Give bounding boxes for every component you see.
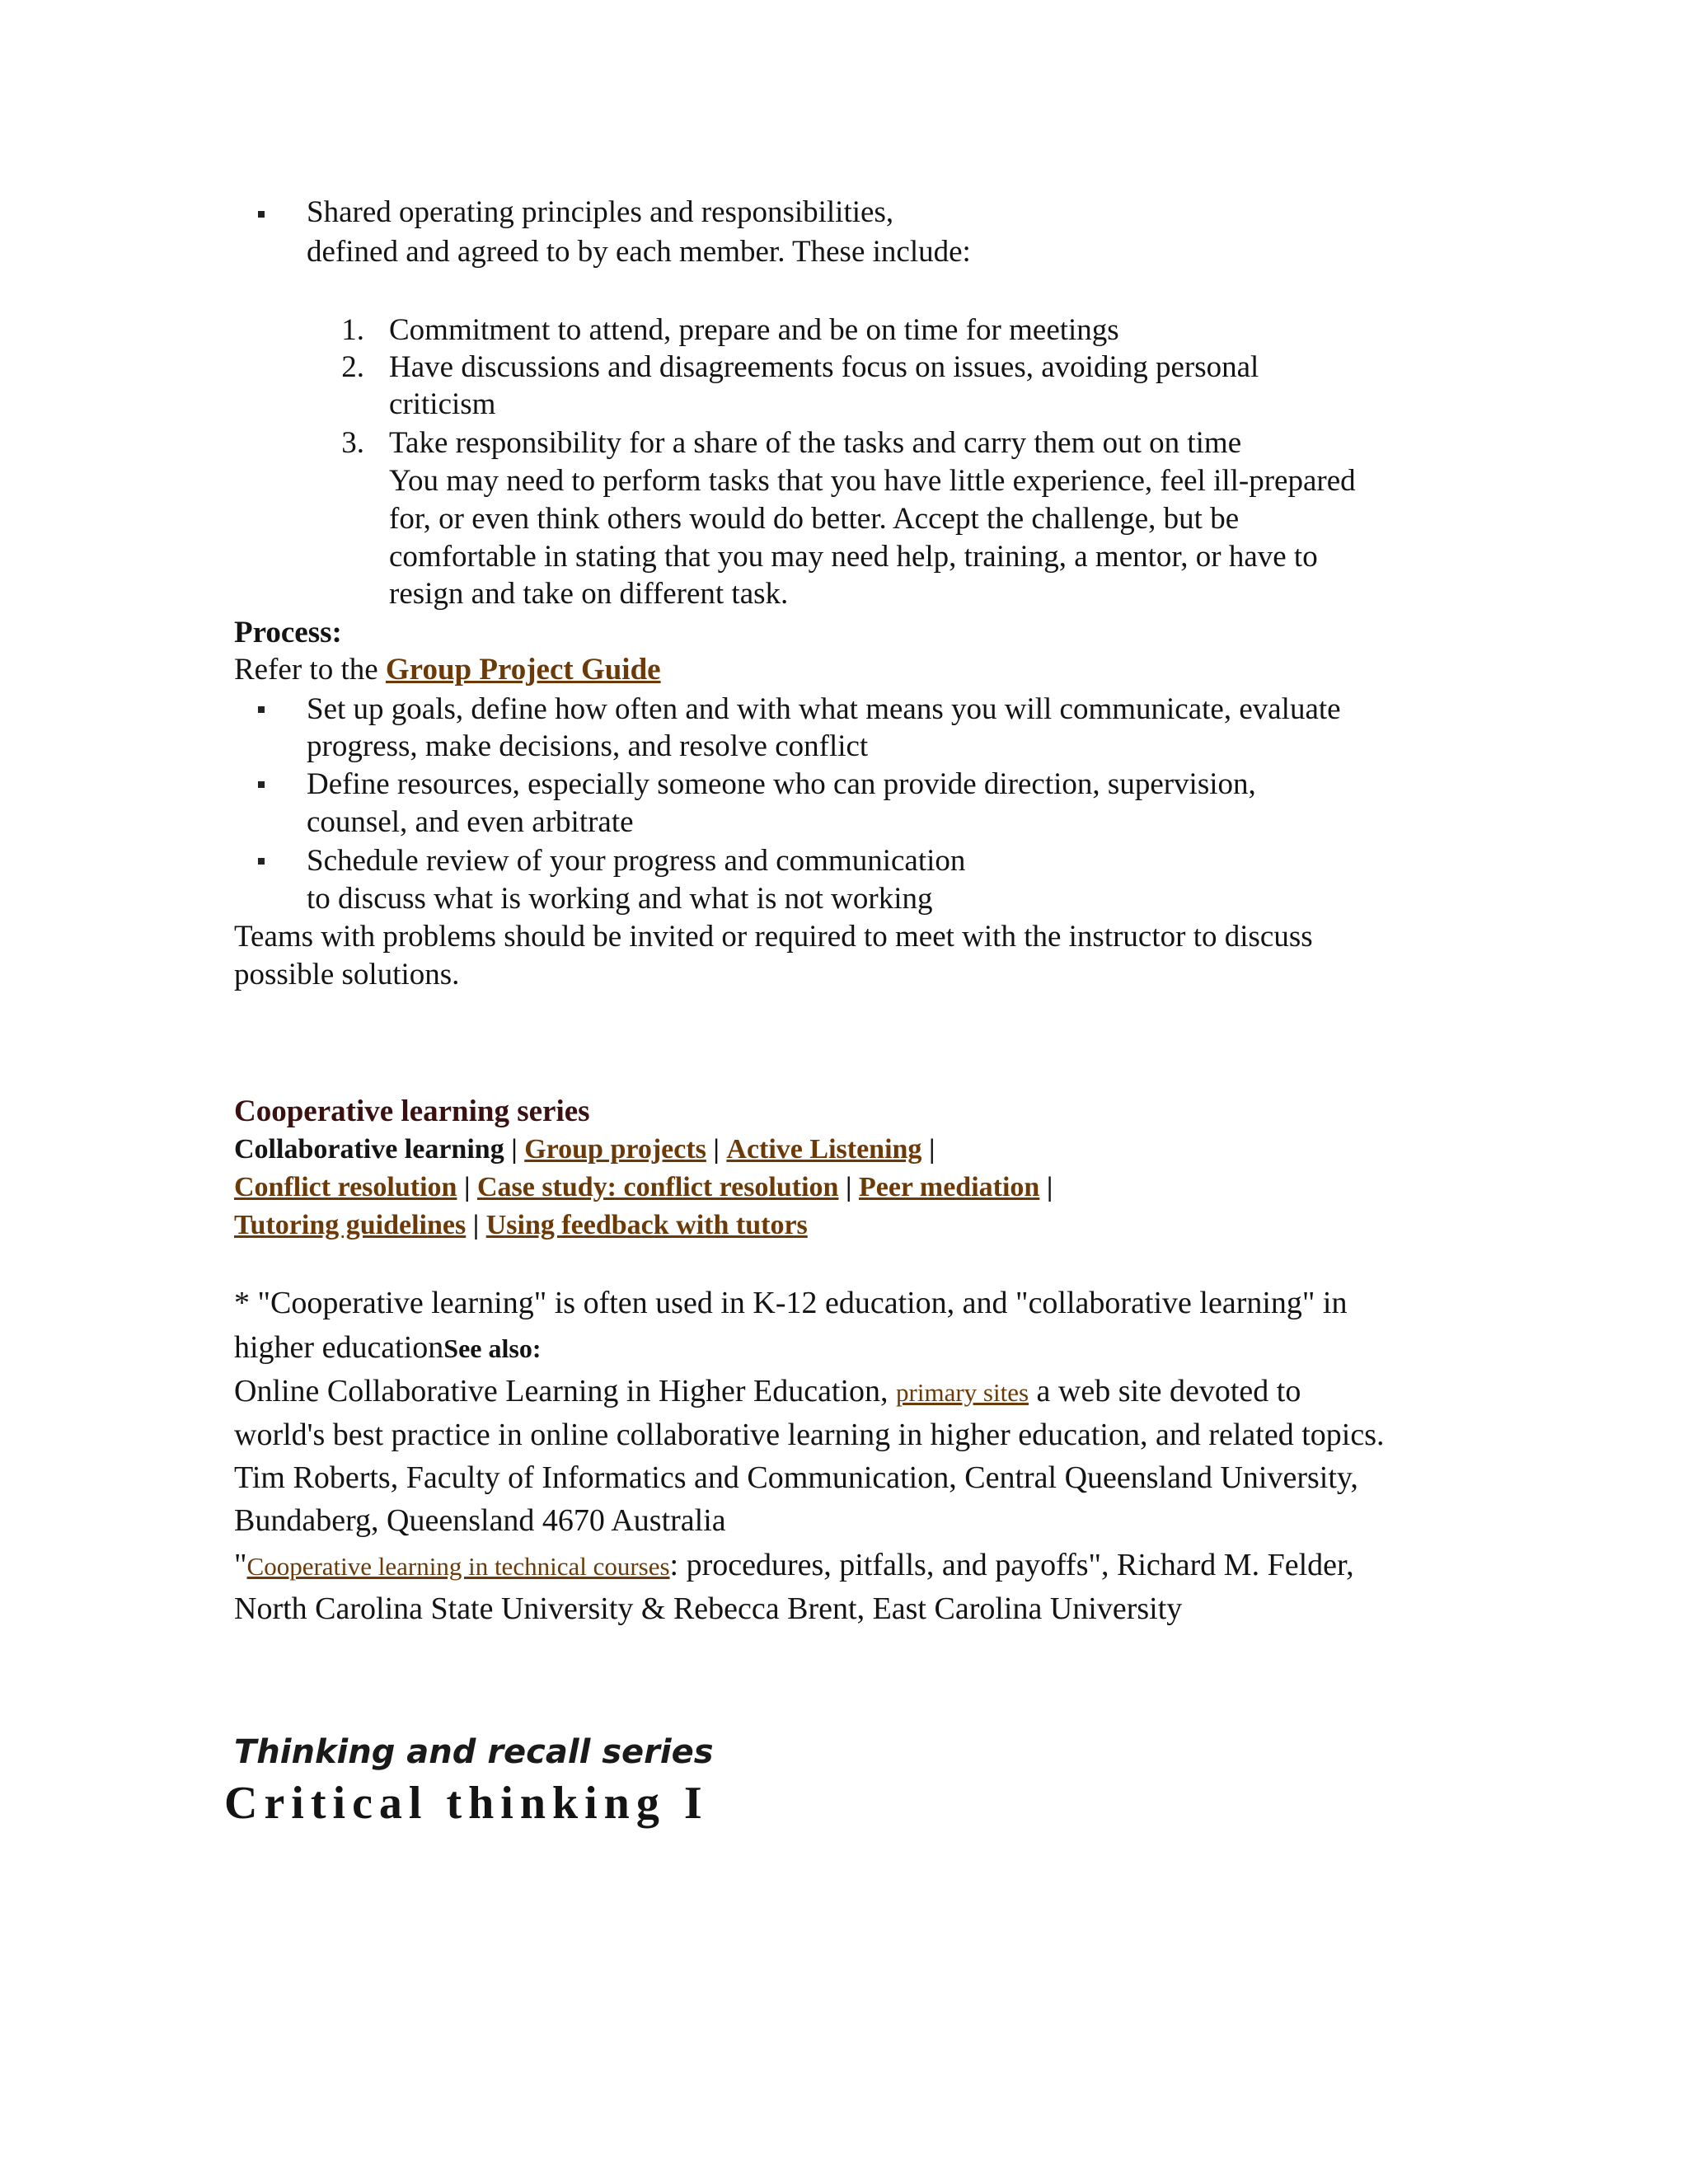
cooperative-learning-technical-link[interactable]: Cooperative learning in technical courses bbox=[246, 1552, 670, 1581]
separator: | bbox=[713, 1134, 720, 1165]
list-number: 1. bbox=[341, 313, 364, 347]
series-title: Cooperative learning series bbox=[234, 1094, 590, 1128]
list-item-text: for, or even think others would do better. Accept the challenge, but be bbox=[389, 502, 1240, 536]
note-line: Bundaberg, Queensland 4670 Australia bbox=[234, 1503, 726, 1538]
series-links-row bbox=[234, 1131, 935, 1169]
separator: | bbox=[472, 1210, 480, 1240]
bullet-marker bbox=[258, 781, 265, 788]
list-item-text: criticism bbox=[389, 387, 496, 421]
primary-sites-link[interactable]: primary sites bbox=[896, 1378, 1029, 1407]
list-item-text: resign and take on different task. bbox=[389, 577, 789, 611]
refer-line bbox=[234, 651, 661, 689]
separator: | bbox=[928, 1134, 935, 1165]
peer-mediation-link[interactable]: Peer mediation bbox=[858, 1172, 1040, 1202]
using-feedback-link[interactable]: Using feedback with tutors bbox=[485, 1210, 808, 1240]
list-number: 2. bbox=[341, 350, 364, 384]
note-line: * "Cooperative learning" is often used in K-12 education, and "collaborative learning" in bbox=[234, 1286, 1348, 1320]
list-item-text: Have discussions and disagreements focus on issues, avoiding personal bbox=[389, 350, 1259, 384]
separator: | bbox=[511, 1134, 518, 1165]
list-number: 3. bbox=[341, 426, 364, 460]
note-text: a web site devoted to bbox=[1029, 1374, 1301, 1408]
note-line bbox=[234, 1326, 542, 1370]
separator: | bbox=[463, 1172, 471, 1202]
group-projects-link[interactable]: Group projects bbox=[524, 1134, 706, 1165]
bullet-text: defined and agreed to by each member. These include: bbox=[307, 235, 971, 269]
case-study-link[interactable]: Case study: conflict resolution bbox=[476, 1172, 839, 1202]
note-line: Tim Roberts, Faculty of Informatics and Communication, Central Queensland University, bbox=[234, 1460, 1358, 1495]
refer-prefix: Refer to the bbox=[234, 653, 386, 687]
separator: | bbox=[1046, 1172, 1053, 1202]
critical-thinking-title: Critical thinking I bbox=[224, 1778, 709, 1829]
thinking-series-title: Thinking and recall series bbox=[234, 1733, 714, 1771]
note-text: : procedures, pitfalls, and payoffs", Richard M. Felder, bbox=[669, 1548, 1354, 1582]
list-item-text: Commitment to attend, prepare and be on time for meetings bbox=[389, 313, 1119, 347]
bullet-text: counsel, and even arbitrate bbox=[307, 805, 634, 839]
series-links-row bbox=[234, 1207, 808, 1244]
bullet-text: Shared operating principles and responsibilities, bbox=[307, 195, 894, 229]
see-also-label: See also: bbox=[443, 1333, 542, 1363]
group-project-guide-link[interactable]: Group Project Guide bbox=[385, 653, 661, 687]
note-line bbox=[234, 1370, 1301, 1414]
closing-text: possible solutions. bbox=[234, 958, 460, 991]
bullet-marker bbox=[258, 706, 265, 713]
note-text: Online Collaborative Learning in Higher Education, bbox=[234, 1374, 897, 1408]
note-line: North Carolina State University & Rebecca Brent, East Carolina University bbox=[234, 1591, 1183, 1626]
closing-text: Teams with problems should be invited or required to meet with the instructor to discuss bbox=[234, 920, 1313, 954]
process-heading: Process: bbox=[234, 616, 342, 649]
list-item-text: Take responsibility for a share of the tasks and carry them out on time bbox=[389, 426, 1242, 460]
separator: | bbox=[845, 1172, 852, 1202]
note-text: higher education bbox=[234, 1330, 444, 1365]
bullet-text: Set up goals, define how often and with what means you will communicate, evaluate bbox=[307, 692, 1341, 726]
series-links-row bbox=[234, 1169, 1053, 1207]
active-listening-link[interactable]: Active Listening bbox=[726, 1134, 922, 1165]
note-line: world's best practice in online collaborative learning in higher education, and related topics. bbox=[234, 1418, 1385, 1452]
series-current-label: Collaborative learning bbox=[234, 1134, 504, 1165]
bullet-marker bbox=[258, 858, 265, 865]
conflict-resolution-link[interactable]: Conflict resolution bbox=[234, 1172, 457, 1202]
note-text: " bbox=[234, 1548, 247, 1582]
bullet-text: to discuss what is working and what is not working bbox=[307, 882, 933, 916]
list-item-text: You may need to perform tasks that you have little experience, feel ill-prepared bbox=[389, 464, 1356, 498]
bullet-marker bbox=[258, 211, 265, 218]
bullet-text: Schedule review of your progress and communication bbox=[307, 844, 966, 878]
bullet-text: progress, make decisions, and resolve conflict bbox=[307, 729, 869, 763]
tutoring-guidelines-link[interactable]: Tutoring guidelines bbox=[234, 1210, 467, 1240]
list-item-text: comfortable in stating that you may need help, training, a mentor, or have to bbox=[389, 540, 1318, 574]
note-line bbox=[234, 1544, 1354, 1588]
bullet-text: Define resources, especially someone who can provide direction, supervision, bbox=[307, 767, 1256, 801]
